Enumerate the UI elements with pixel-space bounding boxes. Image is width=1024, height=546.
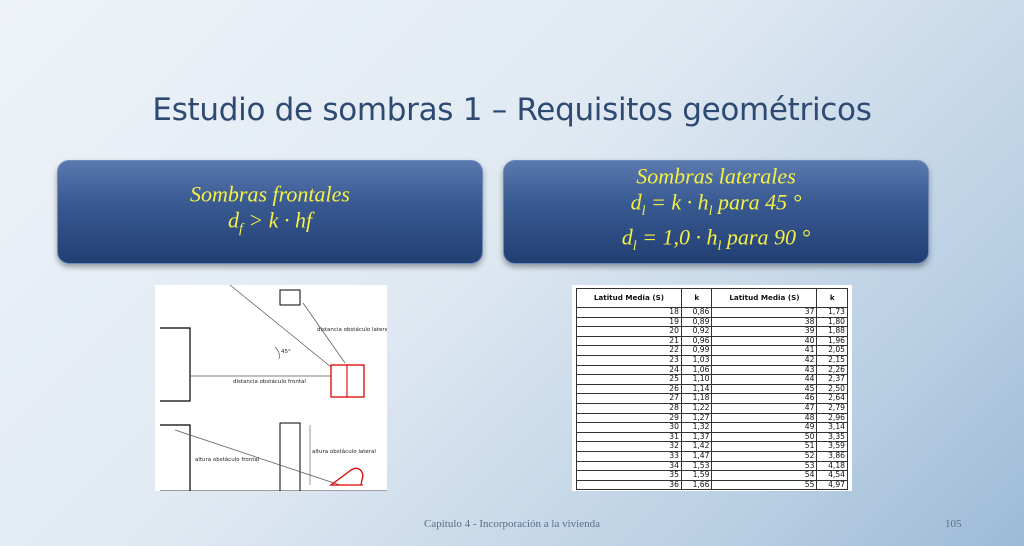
frontal-heading: Sombras frontales	[190, 181, 350, 207]
table-row: 31 1,37 50 3,35	[577, 432, 848, 442]
table-row: 22 0,99 41 2,05	[577, 346, 848, 356]
table-row: 18 0,86 37 1,73	[577, 308, 848, 318]
table-row: 21 0,96 40 1,96	[577, 336, 848, 346]
table-row: 30 1,32 49 3,14	[577, 423, 848, 433]
lateral-formula-45: $d_l = k \cdot h_l$ para 45 °	[630, 189, 802, 219]
frontal-obstacle-topview	[160, 328, 190, 401]
table-row: 36 1,66 55 4,97	[577, 480, 848, 490]
solar-collector-sideview	[331, 468, 363, 485]
k-coefficient-table	[572, 285, 852, 491]
label-lateral-distance: distancia obstáculo lateral	[317, 327, 387, 333]
table-row: 23 1,03 42 2,15	[577, 355, 848, 365]
label-frontal-height: altura obstáculo frontal	[195, 457, 260, 463]
table-row: 29 1,27 48 2,96	[577, 413, 848, 423]
slide-footer: Capitulo 4 - Incorporación a la vivienda	[424, 518, 600, 530]
header-latitude-1: Latitud Media (S)	[577, 289, 682, 308]
table-row: 25 1,10 44 2,37	[577, 375, 848, 385]
table-row: 24 1,06 43 2,26	[577, 365, 848, 375]
lateral-formula-90: $d_l = 1,0 \cdot h_l$ para 90 °	[621, 225, 811, 255]
header-k-2: k	[817, 289, 848, 308]
table-row: 34 1,53 53 4,18	[577, 461, 848, 471]
lateral-shadows-box	[503, 160, 929, 264]
lateral-heading: Sombras laterales	[636, 163, 796, 189]
shadow-geometry-diagram	[155, 285, 387, 491]
table-row: 35 1,59 54 4,54	[577, 471, 848, 481]
table-row: 20 0,92 39 1,88	[577, 327, 848, 337]
table-row: 33 1,47 52 3,86	[577, 451, 848, 461]
table-row: 19 0,89 38 1,80	[577, 317, 848, 327]
slide-title: Estudio de sombras 1 – Requisitos geométricos	[152, 92, 872, 128]
lateral-obstacle-topview	[280, 290, 300, 305]
table-row: 27 1,18 46 2,64	[577, 394, 848, 404]
label-angle: 45°	[281, 349, 291, 355]
table-row: 32 1,42 51 3,59	[577, 442, 848, 452]
table-row: 26 1,14 45 2,50	[577, 384, 848, 394]
frontal-shadows-box	[57, 160, 483, 264]
label-lateral-height: altura obstáculo lateral	[312, 449, 376, 455]
label-frontal-distance: distancia obstáculo frontal	[233, 379, 306, 385]
frontal-formula: $d_f > k$ · hf	[227, 207, 313, 237]
page-number: 105	[945, 518, 962, 530]
header-latitude-2: Latitud Media (S)	[712, 289, 817, 308]
lateral-obstacle-sideview	[280, 423, 300, 491]
header-k-1: k	[681, 289, 712, 308]
table-row: 28 1,22 47 2,79	[577, 403, 848, 413]
